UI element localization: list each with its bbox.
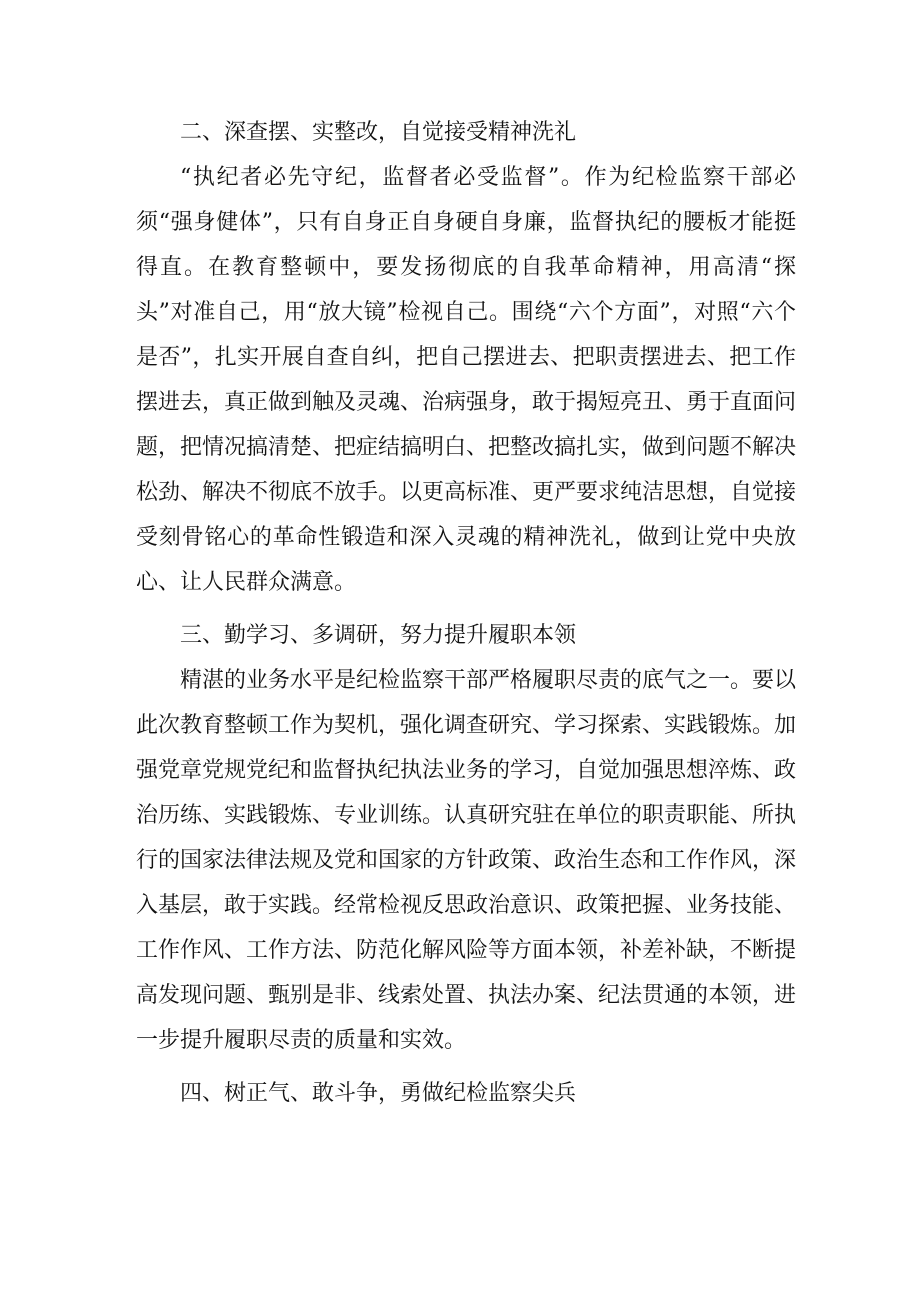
section-3-heading: 三、勤学习、多调研，努力提升履职本领 [180, 623, 577, 648]
section-gap [136, 605, 796, 613]
section-gap [136, 1063, 796, 1071]
section-2-paragraph: “执纪者必先守纪，监督者必受监督”。作为纪检监察干部必须“强身健体”，只有自身正自身硬自身廉，监督执纪的腰板才能挺得直。在教育整顿中，要发扬彻底的自我革命精神，用高清“探头”对准自己，用“放大镜”检视自己。围绕“六个方面”，对照“六个是否”，扎实开展自查自纠，把自己摆进去、把职责摆进去、把工作摆进去，真正做到触及灵魂、治病强身，敢于揭短亮丑、勇于直面问题，把情况搞清楚、把症结搞明白、把整改搞扎实，做到问题不解决松劲、解决不彻底不放手。以更高标准、更严要求纯洁思想，自觉接受刻骨铭心的革命性锻造和深入灵魂的精神洗礼，做到让党中央放心、让人民群众满意。 [136, 165, 797, 595]
section-3-paragraph: 精湛的业务水平是纪检监察干部严格履职尽责的底气之一。要以此次教育整顿工作为契机，强化调查研究、学习探索、实践锻炼。加强党章党规党纪和监督执纪执法业务的学习，自觉加强思想淬炼、政治历练、实践锻炼、专业训练。认真研究驻在单位的职责职能、所执行的国家法律法规及党和国家的方针政策、政治生态和工作作风，深入基层，敢于实践。经常检视反思政治意识、政策把握、业务技能、工作作风、工作方法、防范化解风险等方面本领，补差补缺，不断提高发现问题、甄别是非、线索处置、执法办案、纪法贯通的本领，进一步提升履职尽责的质量和实效。 [136, 668, 797, 1053]
section-4-heading: 四、树正气、敢斗争，勇做纪检监察尖兵 [180, 1081, 577, 1106]
section-2-heading: 二、深查摆、实整改，自觉接受精神洗礼 [180, 120, 577, 145]
document-page [136, 110, 796, 1116]
